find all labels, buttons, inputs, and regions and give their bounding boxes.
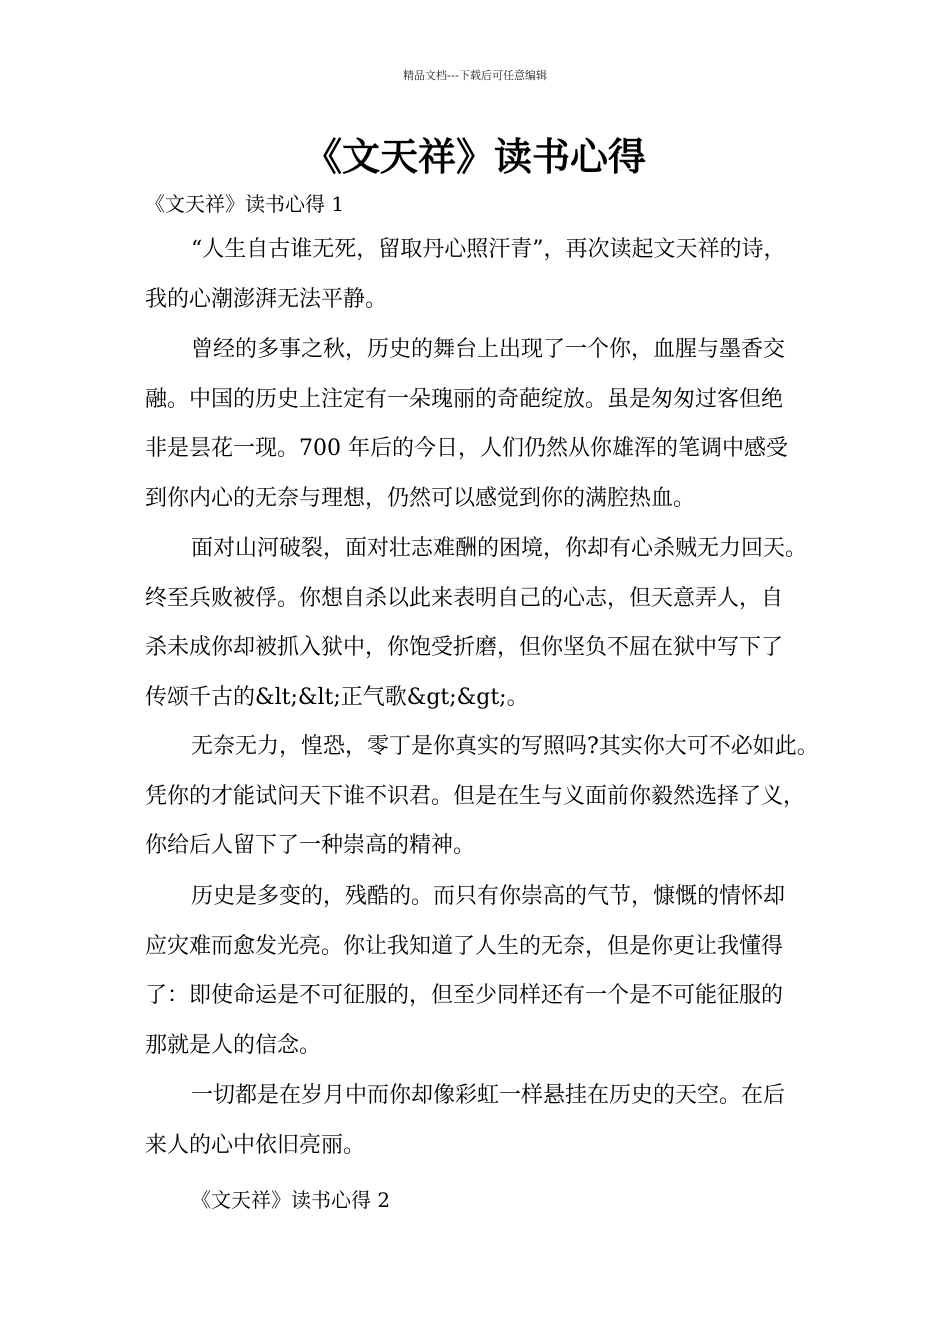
text-line: 传颂千古的&lt;&lt;正气歌&gt;&gt;。	[145, 684, 529, 710]
text-line: 你给后人留下了一种崇高的精神。	[145, 833, 476, 858]
text-line: 曾经的多事之秋，历史的舞台上出现了一个你，血腥与墨香交	[191, 337, 786, 362]
text-line: 来人的心中依旧亮丽。	[145, 1132, 366, 1158]
text-line: 无奈无力，惶恐，零丁是你真实的写照吗?其实你大可不必如此。	[191, 734, 819, 759]
paragraph-5	[145, 872, 815, 1070]
text-line: 融。中国的历史上注定有一朵瑰丽的奇葩绽放。虽是匆匆过客但绝	[145, 386, 784, 412]
text-line: 历史是多变的，残酷的。而只有你崇高的气节，慷慨的情怀却	[191, 884, 786, 909]
text-line: 终至兵败被俘。你想自杀以此来表明自己的心志，但天意弄人，自	[145, 585, 784, 611]
page-header: 精品文档---下载后可任意编辑	[403, 69, 547, 82]
paragraph-1	[145, 225, 815, 324]
text-line: 应灾难而愈发光亮。你让我知道了人生的无奈，但是你更让我懂得	[145, 933, 784, 959]
text-line: 凭你的才能试问天下谁不识君。但是在生与义面前你毅然选择了义，	[145, 783, 806, 809]
paragraph-6	[145, 1071, 815, 1170]
paragraph-3	[145, 524, 815, 722]
text-line: 非是昙花一现。700 年后的今日，人们仍然从你雄浑的笔调中感受	[145, 436, 788, 461]
text-line: 了：即使命运是不可征服的，但至少同样还有一个是不可能征服的	[145, 983, 784, 1008]
text-line: 杀未成你却被抓入狱中，你饱受折磨，但你坚负不屈在狱中写下了	[145, 635, 784, 660]
paragraph-2	[145, 325, 815, 523]
text-line: “人生自古谁无死，留取丹心照汗青”，再次读起文天祥的诗，	[191, 237, 786, 262]
section-heading-2: 《文天祥》读书心得 2	[191, 1188, 391, 1212]
section-heading-1: 《文天祥》读书心得 1	[145, 192, 345, 216]
text-line: 到你内心的无奈与理想，仍然可以感觉到你的满腔热血。	[145, 485, 696, 511]
paragraph-4	[145, 722, 819, 871]
text-line: 一切都是在岁月中而你却像彩虹一样悬挂在历史的天空。在后	[191, 1083, 786, 1108]
text-line: 我的心潮澎湃无法平静。	[145, 286, 388, 312]
text-line: 面对山河破裂，面对壮志难酬的困境，你却有心杀贼无力回天。	[191, 536, 808, 561]
text-line: 那就是人的信念。	[145, 1032, 322, 1058]
document-title: 《文天祥》读书心得	[303, 135, 646, 179]
